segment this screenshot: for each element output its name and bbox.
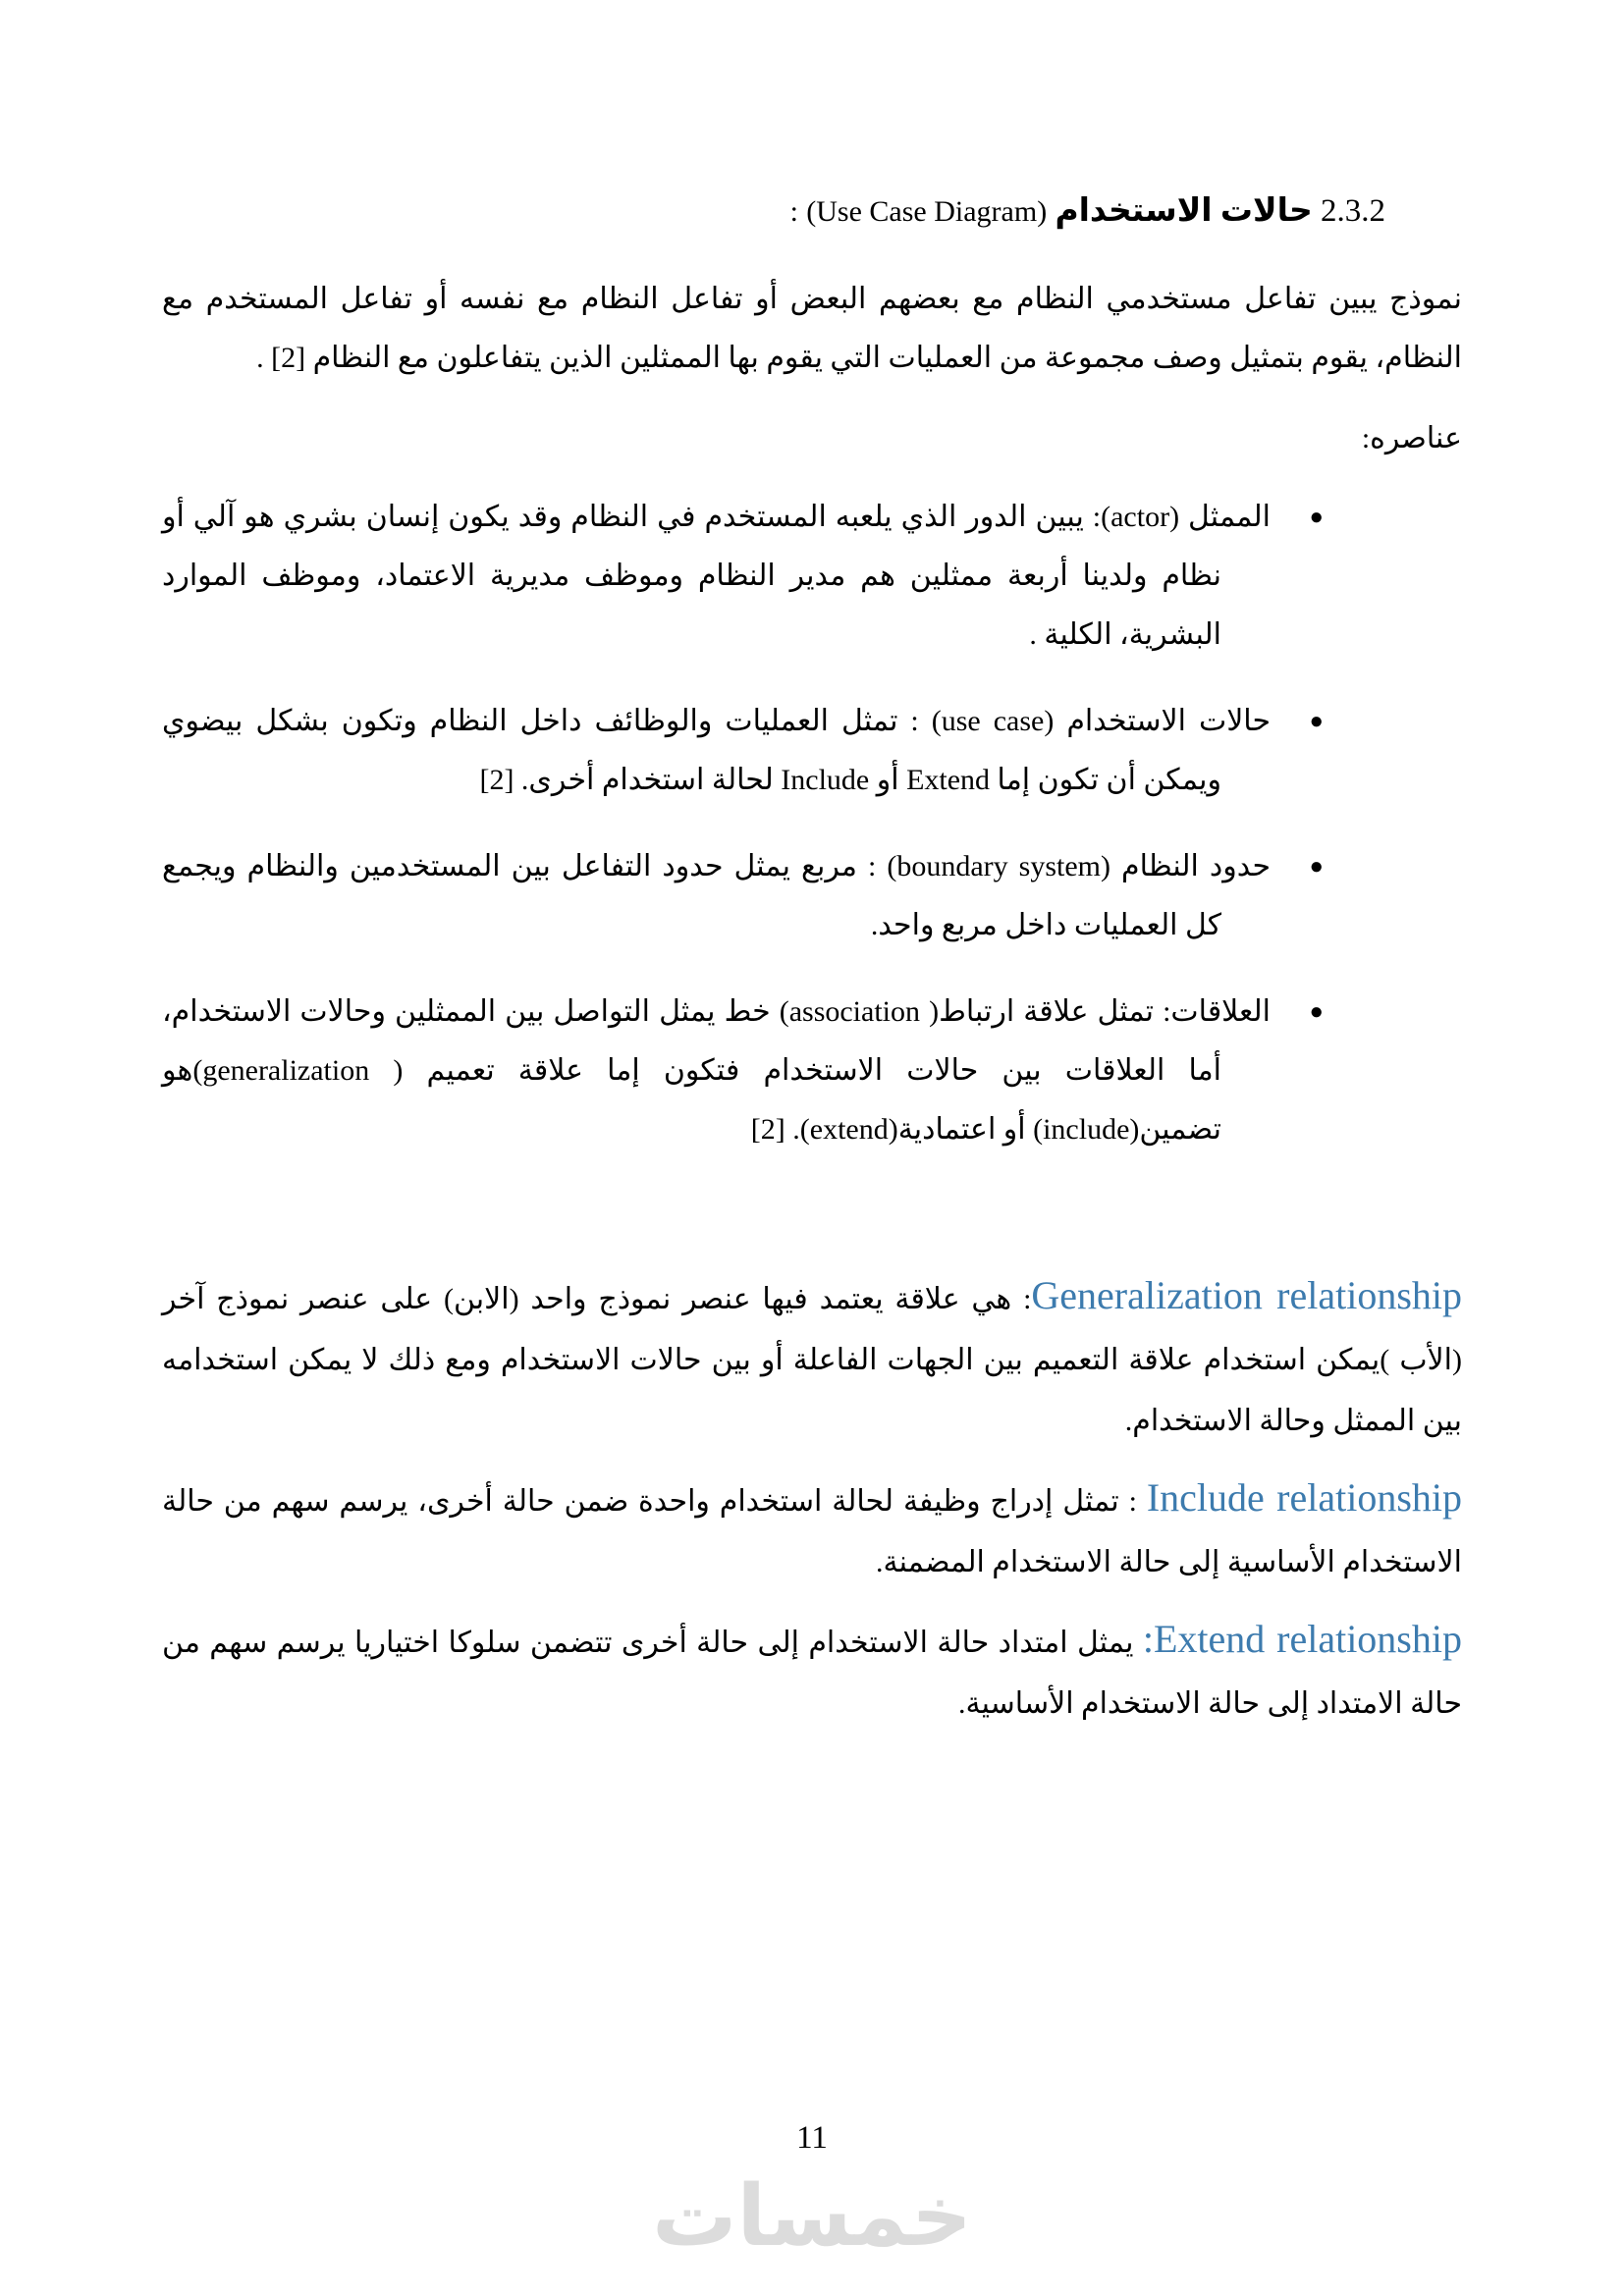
include-separator: :: [1118, 1485, 1147, 1518]
generalization-paragraph: [162, 1269, 1462, 1452]
elements-label: عناصره:: [1361, 422, 1462, 454]
include-paragraph: [162, 1471, 1462, 1593]
bullet-dot-icon: ●: [1309, 999, 1324, 1025]
bullet-dot-icon: ●: [1309, 709, 1324, 734]
list-item-text: الممثل (actor): يبين الدور الذي يلعبه المستخدم في النظام وقد يكون إنسان بشري هو آلي أو نظام ولدينا أربعة ممثلين هم مدير النظام وموظف مديرية الاعتماد، وموظف الموارد البشرية، الكلية .: [162, 501, 1271, 651]
list-item-use-case: [162, 692, 1324, 810]
list-item-text: العلاقات: تمثل علاقة ارتباط( association) خط يمثل التواصل بين الممثلين وحالات الاستخدام، أما العلاقات بين حالات الاستخدام فتكون إما علاقة تعميم ( generalization)هو تضمين(include) أو اعتمادية(extend). [2]: [162, 995, 1272, 1146]
section-heading: [162, 188, 1385, 235]
list-item-actor: [162, 488, 1324, 665]
page-number: 11: [796, 2120, 828, 2156]
bullet-dot-icon: ●: [1309, 505, 1324, 530]
heading-colon: :: [789, 195, 798, 228]
extend-separator: [1133, 1627, 1142, 1659]
elements-list: [162, 488, 1462, 1159]
list-item-text: حالات الاستخدام (use case) : تمثل العمليات والوظائف داخل النظام وتكون بشكل بيضوي ويمكن أن تكون إما Extend أو Include لحالة استخدام أخرى. [2]: [162, 705, 1271, 796]
extend-text: يمثل امتداد حالة الاستخدام إلى حالة أخرى تتضمن سلوكا اختياريا يرسم سهم من حالة الامتداد إلى حالة الاستخدام الأساسية.: [162, 1627, 1462, 1720]
generalization-text: هي علاقة يعتمد فيها عنصر نموذج واحد (الابن) على عنصر نموذج آخر (الأب )يمكن استخدام علاقة التعميم بين الجهات الفاعلة أو بين حالات الاستخدام ومع ذلك لا يمكن استخدامه بين الممثل وحالة الاستخدام.: [162, 1283, 1462, 1437]
list-item-boundary-system: [162, 837, 1324, 955]
generalization-term: Generalization relationship: [1031, 1273, 1463, 1317]
bullet-dot-icon: ●: [1309, 854, 1324, 880]
generalization-separator: :: [1011, 1283, 1032, 1315]
include-text: تمثل إدراج وظيفة لحالة استخدام واحدة ضمن حالة أخرى، يرسم سهم من حالة الاستخدام الأساسية إلى حالة الاستخدام المضمنة.: [162, 1485, 1462, 1578]
heading-title-english: (Use Case Diagram): [806, 195, 1048, 228]
heading-number: 2.3.2: [1321, 193, 1385, 229]
extend-term: Extend relationship:: [1142, 1617, 1462, 1661]
extend-paragraph: [162, 1613, 1462, 1735]
relationships-section: [162, 1269, 1462, 1735]
intro-paragraph: نموذج يبين تفاعل مستخدمي النظام مع بعضهم البعض أو تفاعل النظام مع نفسه أو تفاعل المستخدم مع النظام، يقوم بتمثيل وصف مجموعة من العمليات التي يقوم بها الممثلين الذين يتفاعلون مع النظام [2] .: [162, 283, 1462, 374]
khamsat-watermark: خمسات: [652, 2167, 972, 2266]
heading-title-arabic: حالات الاستخدام: [1055, 193, 1313, 229]
list-item-relations: [162, 983, 1324, 1159]
include-term: Include relationship: [1146, 1475, 1462, 1520]
list-item-text: حدود النظام (boundary system) : مربع يمثل حدود التفاعل بين المستخدمين والنظام ويجمع كل العمليات داخل مربع واحد.: [162, 850, 1272, 941]
